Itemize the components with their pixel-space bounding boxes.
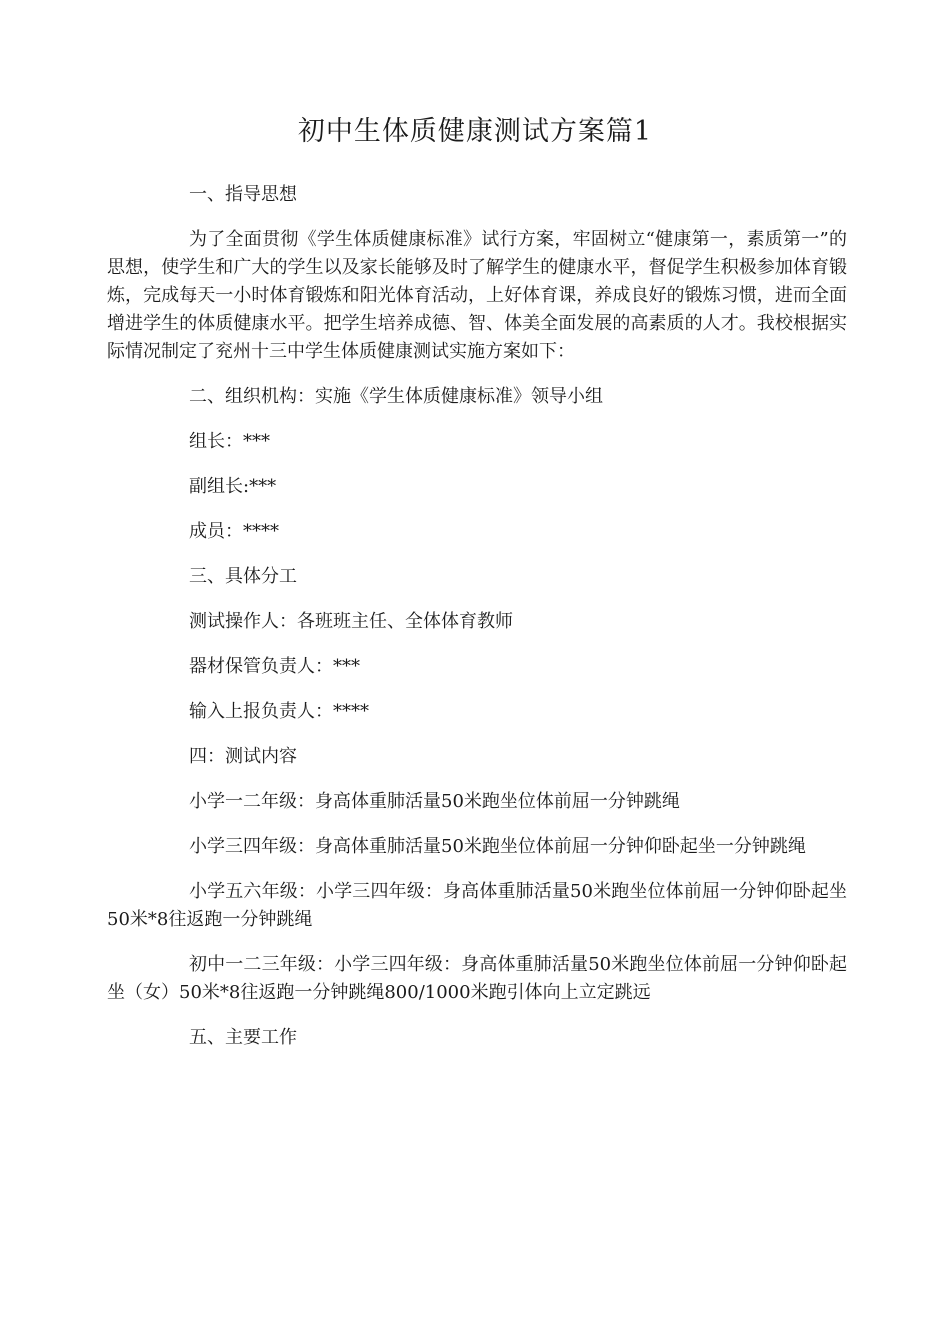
paragraph-members: 成员：**** <box>189 521 279 542</box>
section-heading-test-content: 四：测试内容 <box>189 746 297 767</box>
paragraph-equipment-keeper: 器材保管负责人：*** <box>189 656 360 677</box>
paragraph-test-operators: 测试操作人：各班班主任、全体体育教师 <box>189 611 513 632</box>
paragraph-guiding-ideology: 为了全面贯彻《学生体质健康标准》试行方案，牢固树立“健康第一，素质第一”的思想，使学生和广大的学生以及家长能够及时了解学生的健康水平，督促学生积极参加体育锻炼，完成每天一小时体育锻炼和阳光体育活动，上好体育课，养成良好的锻炼习惯，进而全面增进学生的体质健康水平。把学生培养成德、智、体美全面发展的高素质的人才。我校根据实际情况制定了兖州十三中学生体质健康测试实施方案如下： <box>107 229 847 362</box>
section-heading-division-of-labor: 三、具体分工 <box>189 566 297 587</box>
paragraph-grade-3-4: 小学三四年级：身高体重肺活量50米跑坐位体前屈一分钟仰卧起坐一分钟跳绳 <box>189 836 806 857</box>
paragraph-data-reporter: 输入上报负责人：**** <box>189 701 369 722</box>
paragraph-deputy-leader: 副组长:*** <box>189 476 277 497</box>
document-title: 初中生体质健康测试方案篇1 <box>297 116 653 147</box>
paragraph-junior-high: 初中一二三年级：小学三四年级：身高体重肺活量50米跑坐位体前屈一分钟仰卧起坐（女）50米*8往返跑一分钟跳绳800/1000米跑引体向上立定跳远 <box>107 954 847 1003</box>
section-heading-main-work: 五、主要工作 <box>189 1027 297 1048</box>
paragraph-group-leader: 组长：*** <box>189 431 270 452</box>
document-body <box>107 181 847 1069</box>
paragraph-grade-5-6: 小学五六年级：小学三四年级：身高体重肺活量50米跑坐位体前屈一分钟仰卧起坐50米*8往返跑一分钟跳绳 <box>107 881 847 930</box>
section-heading-organization: 二、组织机构：实施《学生体质健康标准》领导小组 <box>189 386 603 407</box>
paragraph-grade-1-2: 小学一二年级：身高体重肺活量50米跑坐位体前屈一分钟跳绳 <box>189 791 680 812</box>
section-heading-guiding-ideology: 一、指导思想 <box>189 184 297 205</box>
